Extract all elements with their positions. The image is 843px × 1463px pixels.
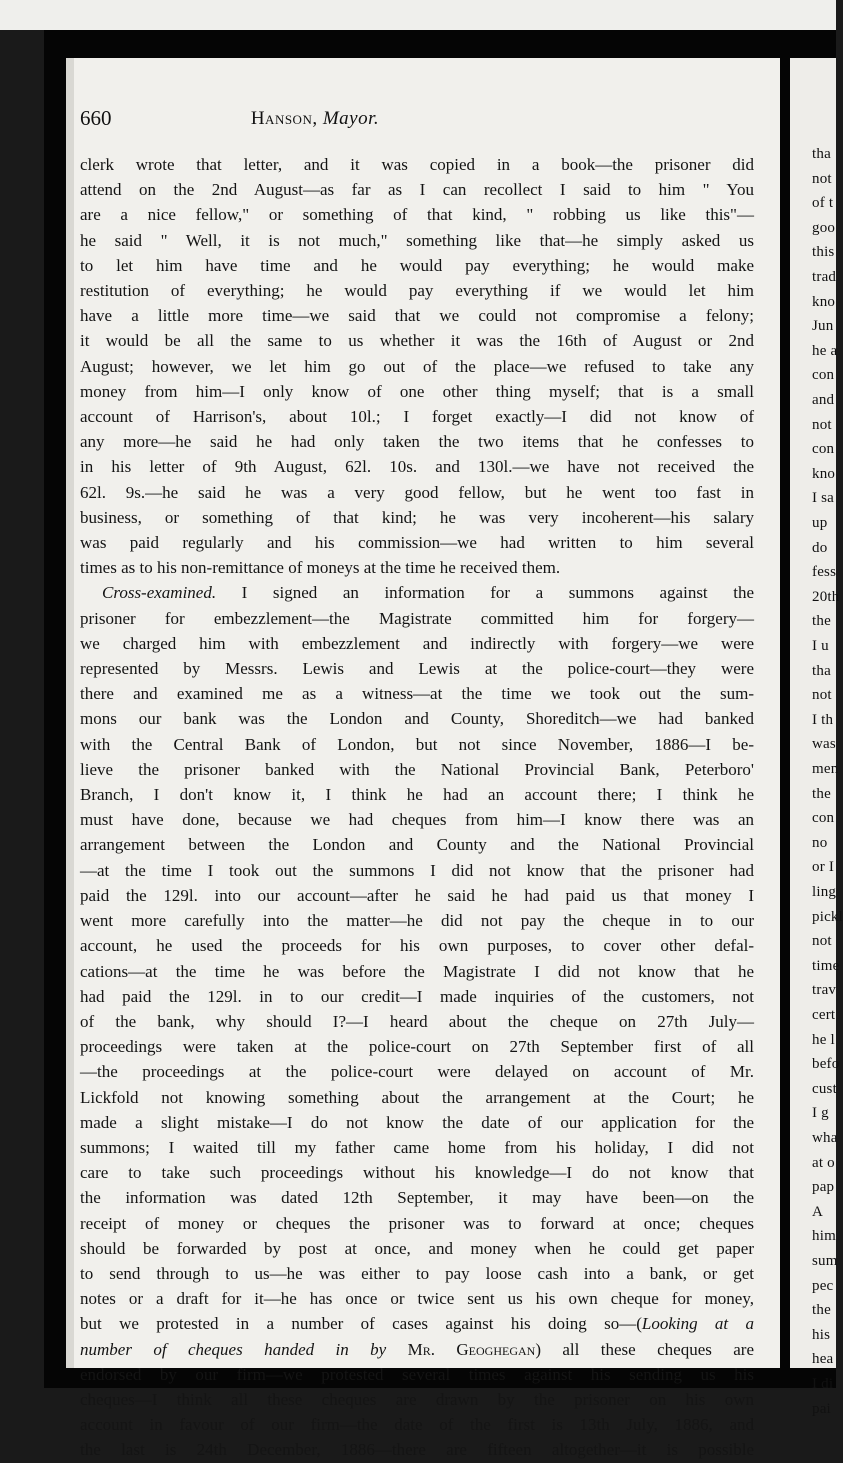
facing-page-text-fragment: pickl — [812, 908, 843, 925]
facing-page-text-fragment: fess — [812, 564, 837, 581]
facing-page-text-fragment: men — [812, 761, 839, 777]
text-line: endorsed by our firm—we protested several times against his sending us his — [80, 1364, 754, 1384]
facing-page-text-fragment: this — [812, 244, 835, 261]
text-line: the information was dated 12th September, it may have been—on the — [80, 1188, 754, 1208]
text-line: it would be all the same to us whether it was the 16th of August or 2nd — [80, 331, 754, 351]
text-line: account, he used the proceeds for his own purposes, to cover other defal- — [80, 936, 754, 956]
cross-examined-label: Cross-examined. — [102, 583, 217, 603]
page-number: 660 — [80, 106, 112, 130]
text-line: cheques—I think all these cheques are drawn by the prisoner on his own — [80, 1389, 754, 1409]
facing-page-text-fragment: pap — [812, 1179, 835, 1196]
facing-page-text-fragment: goo — [812, 219, 836, 236]
facing-page-text-fragment: no — [812, 834, 828, 851]
facing-page-text-fragment: Jun — [812, 318, 834, 335]
facing-page-text-fragment: ling — [812, 884, 837, 900]
facing-page-text-fragment: he l — [812, 1031, 835, 1048]
looking-pre: but we protested in a number of cases against his doing so—( — [80, 1314, 642, 1334]
facing-page-text-fragment: kno — [812, 293, 836, 310]
facing-page-text-fragment: con — [812, 367, 835, 384]
text-line: cations—at the time he was before the Magistrate I did not know that he — [80, 961, 754, 981]
facing-page-text-fragment: I g — [812, 1105, 829, 1122]
text-line: he said " Well, it is not much," something like that—he simply asked us — [80, 230, 754, 250]
facing-page-text-fragment: befo — [812, 1056, 840, 1073]
text-line: care to take such proceedings without his knowledge—I do not know that — [80, 1163, 754, 1183]
facing-page-text-fragment: not — [812, 170, 832, 187]
text-line: account of Harrison's, about 10l.; I forget exactly—I did not know of — [80, 407, 754, 427]
text-line: August; however, we let him go out of the place—we refused to take any — [80, 356, 754, 376]
text-line: account in favour of our firm—the date of the first is 13th July, 1886, and — [80, 1415, 754, 1435]
facing-page-text-fragment: of t — [812, 195, 834, 212]
text-line: —at the time I took out the summons I did not know that the prisoner had — [80, 860, 754, 880]
text-line: restitution of everything; he would pay everything if we would let him — [80, 281, 754, 301]
testimony-paragraph — [80, 152, 754, 580]
running-head-name: Hanson, — [250, 108, 323, 129]
running-head — [80, 108, 550, 130]
facing-page-text-fragment: he a — [812, 342, 838, 359]
scan-top-margin — [0, 0, 836, 30]
facing-page-text-fragment: him — [812, 1228, 836, 1245]
facing-page-text-fragment: the — [812, 785, 831, 802]
facing-page-text-fragment: was — [812, 736, 836, 753]
facing-page-text-fragment: or I — [812, 859, 835, 876]
text-line: we charged him with embezzlement and indirectly with forgery—we were — [80, 633, 754, 653]
text-line: are a nice fellow," or something of that kind, " robbing us like this"— — [80, 205, 754, 225]
page-edge-shadow — [66, 58, 74, 1368]
text-line: money from him—I only know of one other thing myself; that is a small — [80, 381, 754, 401]
text-line: notes or a draft for it—he has once or twice sent us his own cheque for money, — [80, 1289, 754, 1309]
text-line: went more carefully into the matter—he did not pay the cheque in to our — [80, 911, 754, 931]
running-head-title: Mayor. — [322, 108, 380, 129]
text-line: any more—he said he had only taken the two items that he confesses to — [80, 432, 754, 452]
facing-page-text-fragment: A — [812, 1203, 824, 1220]
text-line: of the bank, why should I?—I heard about the cheque on 27th July— — [80, 1011, 754, 1031]
stage-direction: Looking at a — [641, 1314, 754, 1334]
text-line: paid the 129l. into our account—after he said he had paid us that money I — [80, 885, 754, 905]
facing-page-text-fragment: sum — [812, 1253, 838, 1269]
text-line: clerk wrote that letter, and it was copied in a book—the prisoner did — [80, 155, 754, 174]
facing-page-text-fragment: cust — [812, 1080, 837, 1097]
text-line: to let him have time and he would pay everything; he would make — [80, 255, 754, 275]
facing-page-text-fragment: hea — [812, 1351, 834, 1368]
facing-page-text-fragment: I sa — [812, 490, 835, 507]
stage-direction: number of cheques handed in by — [80, 1339, 387, 1359]
text-line: should be forwarded by post at once, and money when he could get paper — [80, 1238, 754, 1258]
facing-page-text-fragment: his — [812, 1326, 831, 1343]
facing-page-text-fragment: wha — [812, 1130, 838, 1146]
text-line: there and examined me as a witness—at the time we took out the sum- — [80, 684, 754, 704]
looking-post: ) all these cheques are — [535, 1339, 754, 1359]
text-line: represented by Messrs. Lewis and Lewis at the police-court—they were — [80, 659, 754, 679]
facing-page-text-fragment: trad — [812, 269, 837, 285]
text-line — [80, 1337, 754, 1362]
facing-page-text-fragment: con — [812, 441, 835, 458]
text-line: to send through to us—he was either to pay loose cash into a bank, or get — [80, 1263, 754, 1283]
text-line: —the proceedings at the police-court were delayed on account of Mr. — [80, 1062, 754, 1082]
text-line: with the Central Bank of London, but not since November, 1886—I be- — [80, 734, 754, 754]
text-line: times as to his non-remittance of moneys at the time he received them. — [80, 558, 561, 578]
facing-page-text-fragment: tha — [812, 146, 831, 162]
text-line: made a slight mistake—I do not know the date of our application for the — [80, 1112, 754, 1132]
text-line-rest: I signed an information for a summons against the — [216, 583, 754, 603]
text-line: proceedings were taken at the police-court on 27th September first of all — [80, 1037, 754, 1057]
text-line: prisoner for embezzlement—the Magistrate committed him for forgery— — [80, 608, 754, 628]
text-line: summons; I waited till my father came home from his holiday, I did not — [80, 1137, 754, 1157]
facing-page-text-fragment: I th — [812, 711, 834, 728]
facing-page-text-fragment: cert — [812, 1007, 836, 1023]
facing-page-text-fragment: up — [812, 515, 828, 531]
page-header — [80, 106, 550, 136]
person-name: Mr. Geoghegan — [386, 1339, 536, 1359]
text-line: business, or something of that kind; he was very incoherent—his salary — [80, 507, 754, 527]
text-line: must have done, because we had cheques from him—I know there was an — [80, 810, 754, 830]
facing-page-text-fragment: do — [812, 539, 828, 556]
cross-examination-paragraph — [80, 580, 754, 1462]
text-line: Branch, I don't know it, I think he had an account there; I think he — [80, 785, 754, 805]
facing-page-text-fragment: kno — [812, 465, 836, 482]
text-line — [80, 1311, 754, 1336]
facing-page-text-fragment: time — [812, 957, 840, 974]
text-line: mons our bank was the London and County, Shoreditch—we had banked — [80, 709, 754, 729]
text-line: Lickfold not knowing something about the arrangement at the Court; he — [80, 1087, 754, 1107]
facing-page-text-fragment: at o — [812, 1154, 835, 1171]
text-line: have a little more time—we said that we could not compromise a felony; — [80, 306, 754, 326]
text-line — [80, 580, 754, 605]
text-line: was paid regularly and his commission—we had written to him several — [80, 533, 754, 553]
facing-page-text-fragment: tha — [812, 662, 831, 679]
facing-page-text-fragment: the — [812, 1302, 831, 1319]
facing-page-text-fragment: trav — [812, 982, 837, 999]
cross-lines — [80, 606, 754, 1312]
facing-page-text-fragment: 20th — [812, 588, 840, 605]
facing-page-text-fragment: con — [812, 810, 835, 827]
text-line: had paid the 129l. in to our credit—I made inquiries of the customers, not — [80, 986, 754, 1006]
text-line: arrangement between the London and County and the National Provincial — [80, 835, 754, 855]
facing-page-fragment — [790, 58, 843, 1417]
facing-page-text-fragment: I u — [812, 638, 829, 654]
text-line: attend on the 2nd August—as far as I can recollect I said to him " You — [80, 180, 754, 200]
text-line: 62l. 9s.—he said he was a very good fellow, but he went too fast in — [80, 482, 754, 502]
text-line: in his letter of 9th August, 62l. 10s. and 130l.—we have not received the — [80, 457, 754, 477]
body-text — [80, 152, 754, 1463]
text-line: the last is 24th December, 1886—there are fifteen altogether—it is possible — [80, 1440, 754, 1460]
facing-page-text-fragment: and — [812, 392, 835, 408]
facing-page-text-fragment: pec — [812, 1277, 834, 1294]
facing-page-text-fragment: I di — [812, 1376, 834, 1392]
facing-page-text-fragment: the — [812, 613, 831, 630]
facing-page-text-fragment: not — [812, 933, 832, 950]
facing-page-text-fragment: not — [812, 416, 832, 433]
text-line: receipt of money or cheques the prisoner was to forward at once; cheques — [80, 1213, 754, 1233]
text-line: lieve the prisoner banked with the National Provincial Bank, Peterboro' — [80, 759, 754, 779]
facing-page-text-fragment: not — [812, 687, 832, 704]
facing-page-text-fragment: pai — [812, 1400, 831, 1417]
final-lines — [80, 1362, 754, 1463]
